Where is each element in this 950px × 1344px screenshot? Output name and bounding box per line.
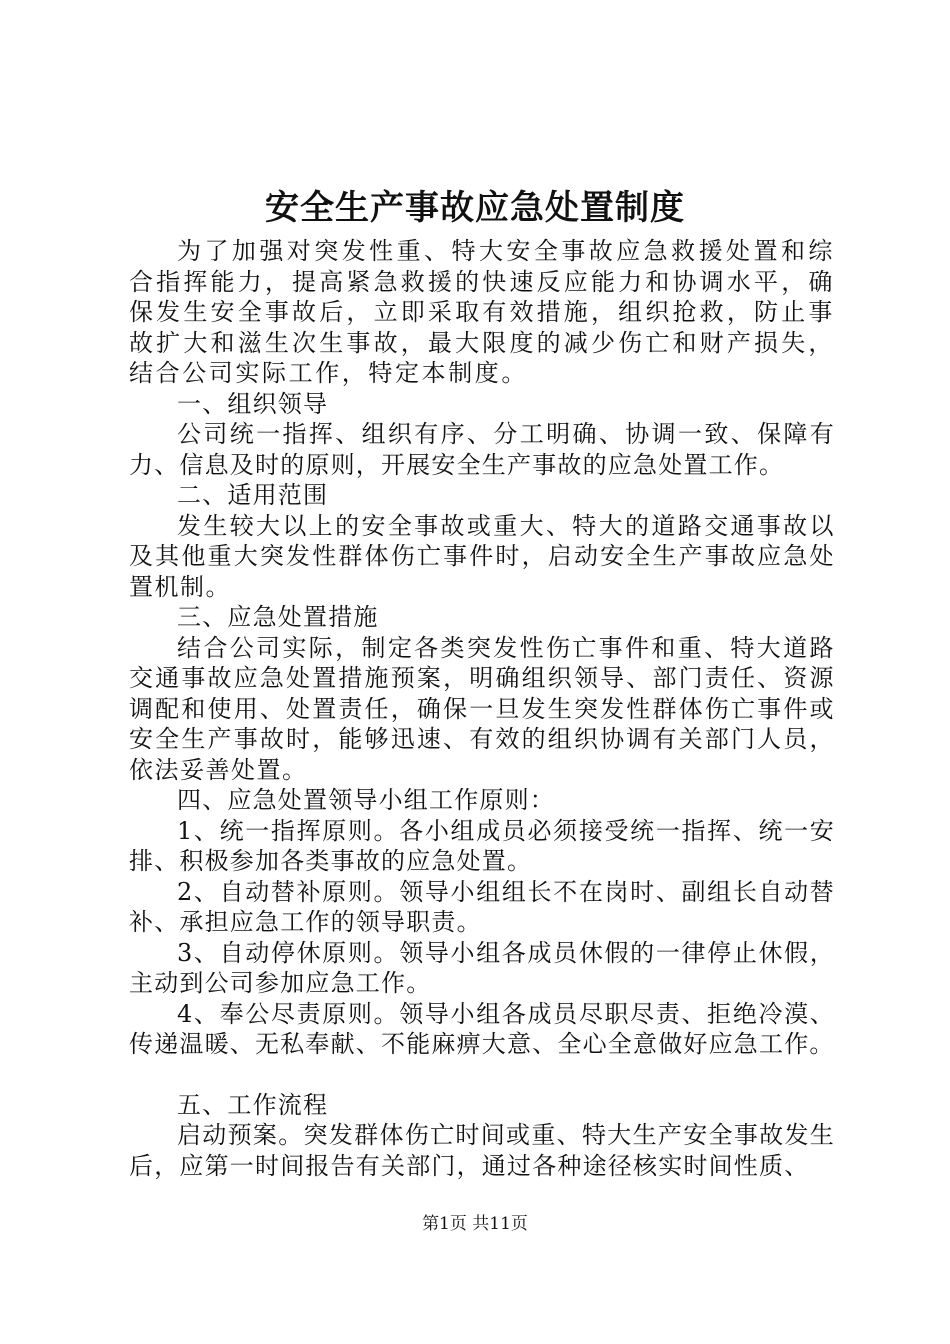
document-title: 安全生产事故应急处置制度 — [265, 188, 685, 228]
principle-item: 3、自动停休原则。领导小组各成员休假的一律停止休假，主动到公司参加应急工作。 — [129, 938, 835, 997]
section-heading-measures: 三、应急处置措施 — [177, 603, 379, 631]
page-footer: 第1页 共11页 — [422, 1214, 528, 1234]
document-body — [129, 236, 835, 1181]
section-heading-scope: 二、适用范围 — [177, 481, 329, 509]
scope-paragraph: 发生较大以上的安全事故或重大、特大的道路交通事故以及其他重大突发性群体伤亡事件时，启动安全生产事故应急处置机制。 — [129, 511, 835, 601]
workflow-paragraph: 启动预案。突发群体伤亡时间或重、特大生产安全事故发生后，应第一时间报告有关部门，通过各种途径核实时间性质、 — [129, 1121, 835, 1180]
principle-item: 2、自动替补原则。领导小组组长不在岗时、副组长自动替补、承担应急工作的领导职责。 — [129, 877, 835, 936]
principle-item: 4、奉公尽责原则。领导小组各成员尽职尽责、拒绝冷漠、传递温暖、无私奉献、不能麻痹大意、全心全意做好应急工作。 — [129, 999, 835, 1058]
section-heading-workflow: 五、工作流程 — [177, 1090, 329, 1119]
intro-paragraph: 为了加强对突发性重、特大安全事故应急救援处置和综合指挥能力，提高紧急救援的快速反应能力和协调水平，确保发生安全事故后，立即采取有效措施，组织抢救，防止事故扩大和滋生次生事故，最大限度的减少伤亡和财产损失，结合公司实际工作，特定本制度。 — [129, 237, 835, 387]
section-heading-principles: 四、应急处置领导小组工作原则： — [177, 786, 555, 814]
principle-item: 1、统一指挥原则。各小组成员必须接受统一指挥、统一安排、积极参加各类事故的应急处置。 — [129, 816, 835, 875]
blank-line — [129, 1060, 835, 1090]
organization-paragraph: 公司统一指挥、组织有序、分工明确、协调一致、保障有力、信息及时的原则，开展安全生产事故的应急处置工作。 — [129, 420, 835, 479]
section-heading-organization: 一、组织领导 — [177, 389, 329, 418]
measures-paragraph: 结合公司实际，制定各类突发性伤亡事件和重、特大道路交通事故应急处置措施预案，明确组织领导、部门责任、资源调配和使用、处置责任，确保一旦发生突发性群体伤亡事件或安全生产事故时，能够迅速、有效的组织协调有关部门人员，依法妥善处置。 — [129, 633, 835, 784]
